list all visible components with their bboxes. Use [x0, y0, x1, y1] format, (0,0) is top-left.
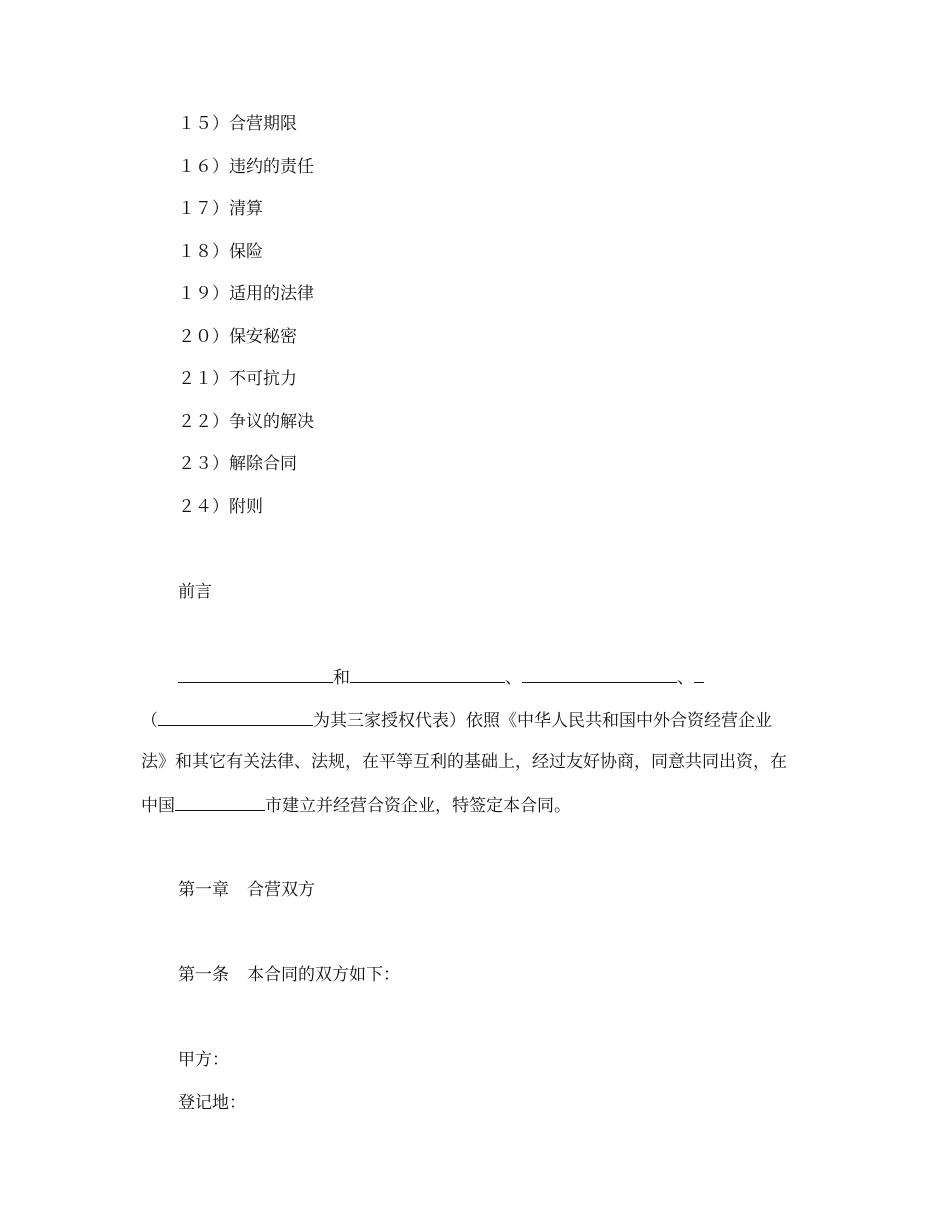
registered-at-label: 登记地：: [178, 1093, 246, 1113]
representative-blank: [158, 708, 313, 726]
preface-line-2-text: 为其三家授权代表）依照《中华人民共和国中外合资经营企业: [313, 711, 772, 731]
conjunction-text: 和: [333, 668, 350, 688]
toc-text: 违约的责任: [229, 157, 314, 177]
toc-text: 解除合同: [229, 454, 297, 474]
toc-number: ２０）: [178, 327, 229, 347]
toc-item: [178, 282, 314, 306]
open-paren-text: （: [141, 711, 158, 731]
toc-text: 清算: [229, 199, 263, 219]
preface-heading: 前言: [178, 582, 212, 602]
chapter-label: 第一章: [178, 880, 229, 900]
article-heading: [178, 963, 400, 987]
toc-item: [178, 197, 263, 221]
separator-text: 、: [505, 668, 522, 688]
toc-text: 不可抗力: [229, 369, 297, 389]
article-label: 第一条: [178, 965, 229, 985]
toc-item: [178, 112, 297, 136]
toc-item: [178, 410, 314, 434]
toc-number: １８）: [178, 242, 229, 262]
preface-line-4: [141, 793, 571, 818]
toc-item: [178, 452, 297, 476]
chapter-heading: [178, 878, 315, 902]
toc-number: １７）: [178, 199, 229, 219]
toc-item: [178, 240, 263, 264]
article-text: 本合同的双方如下：: [247, 965, 400, 985]
toc-text: 保险: [229, 242, 263, 262]
toc-number: １５）: [178, 114, 229, 134]
toc-number: ２３）: [178, 454, 229, 474]
toc-text: 合营期限: [229, 114, 297, 134]
toc-number: １６）: [178, 157, 229, 177]
party-name-blank: [694, 665, 704, 683]
preface-line-4-prefix: 中国: [141, 796, 175, 816]
preface-line-3: 法》和其它有关法律、法规，在平等互利的基础上，经过友好协商，同意共同出资，在: [141, 752, 787, 772]
toc-item: [178, 367, 297, 391]
toc-number: ２４）: [178, 497, 229, 517]
toc-text: 争议的解决: [229, 412, 314, 432]
party-a-label: 甲方：: [178, 1050, 229, 1070]
toc-number: １９）: [178, 284, 229, 304]
toc-item: [178, 155, 314, 179]
city-blank: [175, 793, 265, 811]
toc-item: [178, 495, 263, 519]
chapter-title: 合营双方: [247, 880, 315, 900]
party-name-blank: [350, 665, 505, 683]
preface-line-2: [141, 708, 772, 733]
toc-number: ２１）: [178, 369, 229, 389]
party-name-blank: [178, 665, 333, 683]
toc-number: ２２）: [178, 412, 229, 432]
preface-line-1: [178, 665, 704, 690]
toc-text: 保安秘密: [229, 327, 297, 347]
toc-item: [178, 325, 297, 349]
preface-line-4-suffix: 市建立并经营合资企业，特签定本合同。: [265, 796, 571, 816]
party-name-blank: [522, 665, 677, 683]
toc-text: 附则: [229, 497, 263, 517]
separator-text: 、: [677, 668, 694, 688]
toc-text: 适用的法律: [229, 284, 314, 304]
